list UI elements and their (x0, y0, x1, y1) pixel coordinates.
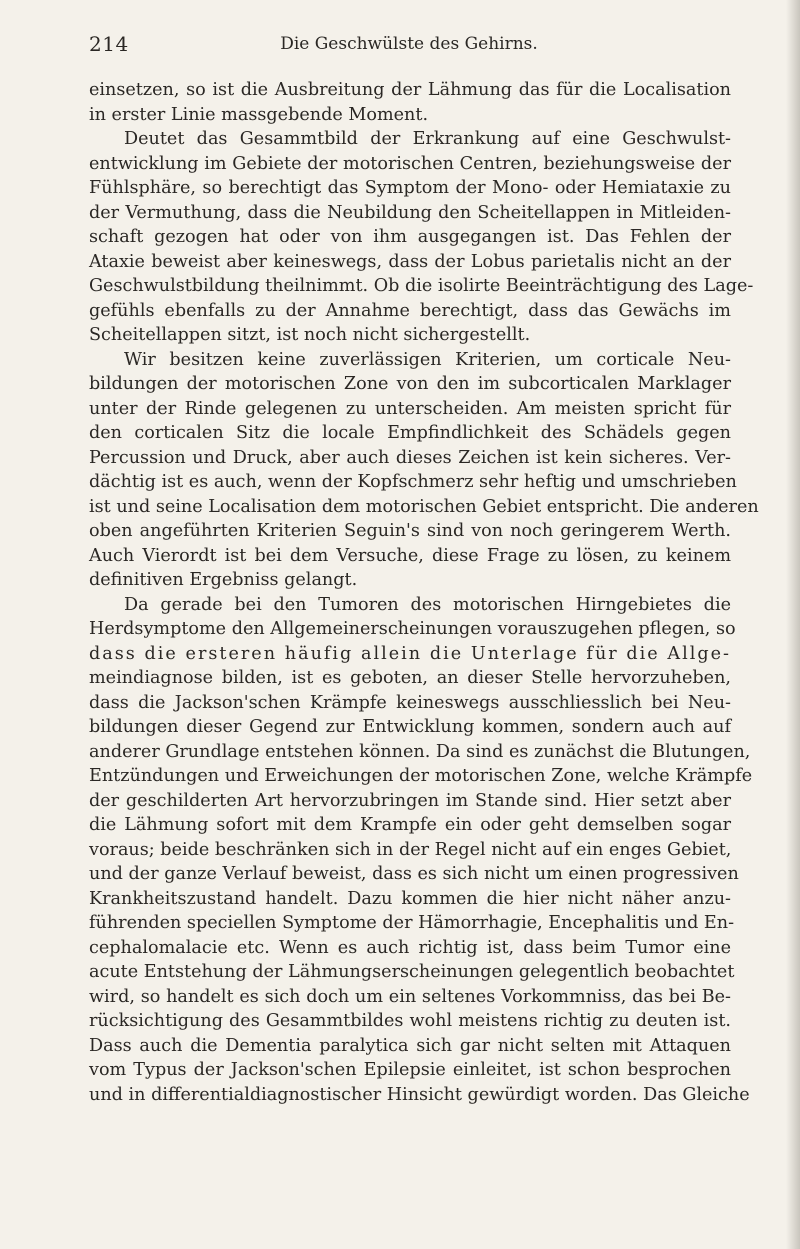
text-line: meindiagnose bilden, ist es geboten, an dieser Stelle hervorzuheben, (89, 668, 731, 688)
text-line: bildungen der motorischen Zone von den im subcorticalen Marklager (89, 374, 731, 394)
text-line: und in differentialdiagnostischer Hinsicht gewürdigt worden. Das Gleiche (89, 1084, 750, 1105)
text-line: anderer Grundlage entstehen können. Da sind es zunächst die Blutungen, (89, 741, 751, 762)
text-line: den corticalen Sitz die locale Empfindlichkeit des Schädels gegen (89, 423, 731, 443)
text-line: und der ganze Verlauf beweist, dass es sich nicht um einen progressiven (89, 864, 739, 884)
text-line: dächtig ist es auch, wenn der Kopfschmerz sehr heftig und umschrieben (89, 472, 737, 492)
text-line: unter der Rinde gelegenen zu unterscheiden. Am meisten spricht für (89, 398, 731, 419)
text-line: Herdsymptome den Allgemeinerscheinungen vorauszugehen pflegen, so (89, 619, 736, 639)
text-line: Percussion und Druck, aber auch dieses Zeichen ist kein sicheres. Ver- (89, 447, 731, 468)
text-line: cephalomalacie etc. Wenn es auch richtig ist, dass beim Tumor eine (89, 937, 731, 958)
text-line: Entzündungen und Erweichungen der motorischen Zone, welche Krämpfe (89, 766, 753, 786)
text-line: Auch Vierordt ist bei dem Versuche, diese Frage zu lösen, zu keinem (89, 545, 731, 566)
text-line: Fühlsphäre, so berechtigt das Symptom der Mono- oder Hemiataxie zu (89, 178, 731, 198)
text-line: vom Typus der Jackson'schen Epilepsie einleitet, ist schon besprochen (89, 1060, 731, 1080)
text-line: einsetzen, so ist die Ausbreitung der Lähmung das für die Localisation (89, 80, 731, 100)
text-line: die Lähmung sofort mit dem Krampfe ein oder geht demselben sogar (89, 815, 731, 835)
text-line: der geschilderten Art hervorzubringen im Stande sind. Hier setzt aber (89, 790, 731, 811)
text-line: Geschwulstbildung theilnimmt. Ob die isolirte Beeinträchtigung des Lage- (89, 276, 754, 296)
text-line: rücksichtigung des Gesammtbildes wohl meistens richtig zu deuten ist. (89, 1011, 731, 1031)
text-line: voraus; beide beschränken sich in der Regel nicht auf ein enges Gebiet, (89, 839, 732, 860)
text-line: Deutet das Gesammtbild der Erkrankung auf eine Geschwulst- (124, 129, 731, 149)
page-edge-shadow (786, 0, 800, 1249)
text-line: dass die ersteren häufig allein die Unterlage für die Allge- (89, 643, 731, 664)
text-line: schaft gezogen hat oder von ihm ausgegangen ist. Das Fehlen der (89, 227, 731, 247)
text-line: Dass auch die Dementia paralytica sich gar nicht selten mit Attaquen (89, 1035, 731, 1056)
text-line: Ataxie beweist aber keineswegs, dass der Lobus parietalis nicht an der (89, 251, 731, 272)
text-line: in erster Linie massgebende Moment. (89, 104, 429, 125)
text-line: Da gerade bei den Tumoren des motorischen Hirngebietes die (124, 594, 731, 615)
body-text (89, 78, 759, 1107)
running-title: Die Geschwülste des Gehirns. (280, 34, 538, 54)
text-line: oben angeführten Kriterien Seguin's sind von noch geringerem Werth. (89, 521, 731, 541)
text-line: entwicklung im Gebiete der motorischen Centren, beziehungsweise der (89, 153, 731, 174)
text-line: Wir besitzen keine zuverlässigen Kriterien, um corticale Neu- (124, 349, 731, 370)
text-line: gefühls ebenfalls zu der Annahme berechtigt, dass das Gewächs im (89, 300, 731, 321)
text-line: ist und seine Localisation dem motorischen Gebiet entspricht. Die anderen (89, 496, 759, 517)
text-line: definitiven Ergebniss gelangt. (89, 570, 358, 590)
text-line: der Vermuthung, dass die Neubildung den Scheitellappen in Mitleiden- (89, 202, 731, 223)
page-number: 214 (89, 32, 129, 56)
text-line: bildungen dieser Gegend zur Entwicklung kommen, sondern auch auf (89, 717, 731, 737)
text-line: dass die Jackson'schen Krämpfe keineswegs ausschliesslich bei Neu- (89, 692, 731, 713)
page-header (89, 32, 729, 62)
text-line: Scheitellappen sitzt, ist noch nicht sichergestellt. (89, 325, 531, 345)
text-line: wird, so handelt es sich doch um ein seltenes Vorkommniss, das bei Be- (89, 986, 731, 1007)
text-line: Krankheitszustand handelt. Dazu kommen die hier nicht näher anzu- (89, 888, 731, 909)
text-line: führenden speciellen Symptome der Hämorrhagie, Encephalitis und En- (89, 913, 735, 933)
text-line: acute Entstehung der Lähmungserscheinungen gelegentlich beobachtet (89, 962, 735, 982)
